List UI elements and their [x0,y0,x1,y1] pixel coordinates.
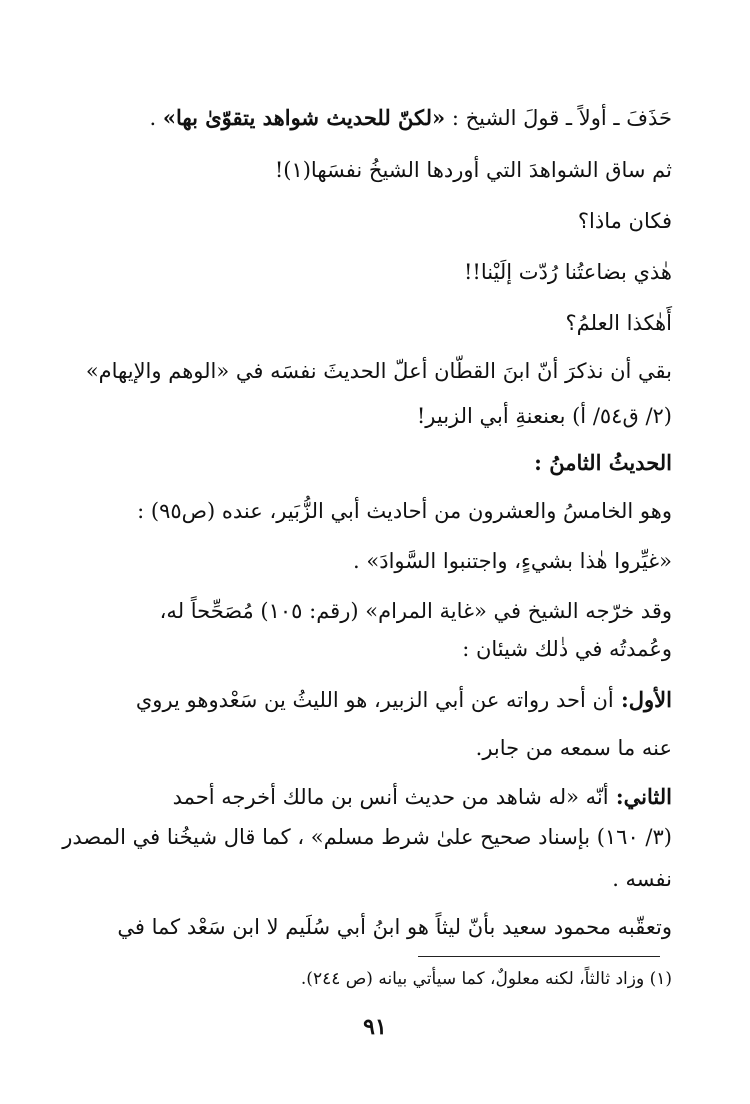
page-number: ٩١ [363,1014,387,1040]
line-12: وعُمدتُه في ذٰلك شيئان : [462,637,672,661]
footnote: (١) وزاد ثالثاً، لكنه معلولٌ، كما سيأتي بيانه (ص ٢٤٤). [300,969,672,989]
section-heading: الحديثُ الثامنُ : [534,450,672,475]
line-15 [173,782,672,812]
first-point-text: أن أحد رواته عن أبي الزبير، هو الليثُ ين سَعْدوهو يروي [135,688,614,712]
line-14: عنه ما سمعه من جابر. [475,736,672,760]
line-5: أَهٰكذا العلمُ؟ [565,311,672,335]
line-3: فكان ماذا؟ [577,209,672,233]
line-11: وقد خرّجه الشيخ في «غاية المرام» (رقم: ١٠٥) مُصَحِّحاً له، [159,599,672,623]
quote-shaikh: «لكنّ للحديث شواهد يتقوّىٰ بها» [162,105,446,130]
line-7: (٢/ ق٥٤/ أ) بعنعنةِ أبي الزبير! [416,404,672,428]
line-1-lead: حَذَفَ ـ أولاً ـ قولَ الشيخ : [445,106,672,130]
line-6: بقي أن نذكرَ أنّ ابنَ القطّان أعلّ الحديثَ نفسَه في «الوهم والإيهام» [85,359,672,383]
first-point-label: الأول: [613,687,672,712]
line-16: (٣/ ١٦٠) بإسناد صحيح علىٰ شرط مسلم» ، كما قال شيخُنا في المصدر [62,825,672,849]
line-4: هٰذي بضاعتُنا رُدّت إلَيْنا!! [463,260,672,284]
second-point-label: الثاني: [608,784,672,809]
line-9: وهو الخامسُ والعشرون من أحاديث أبي الزُّبَير، عنده (ص٩٥) : [137,499,672,523]
line-17: نفسه . [612,867,672,891]
line-1-end: . [149,106,163,130]
second-point-text: أنّه «له شاهد من حديث أنس بن مالك أخرجه أحمد [172,785,609,809]
line-1 [150,103,672,133]
footnote-divider [418,956,660,957]
line-2: ثم ساق الشواهدَ التي أوردها الشيخُ نفسَها(١)! [274,158,672,182]
hadith-quote: «غيِّروا هٰذا بشيءٍ، واجتنبوا السَّوادَ» . [353,549,672,573]
line-18: وتعقّبه محمود سعيد بأنّ ليثاً هو ابنُ أبي سُلَيم لا ابن سَعْد كما في [117,915,672,939]
line-13 [136,685,672,715]
